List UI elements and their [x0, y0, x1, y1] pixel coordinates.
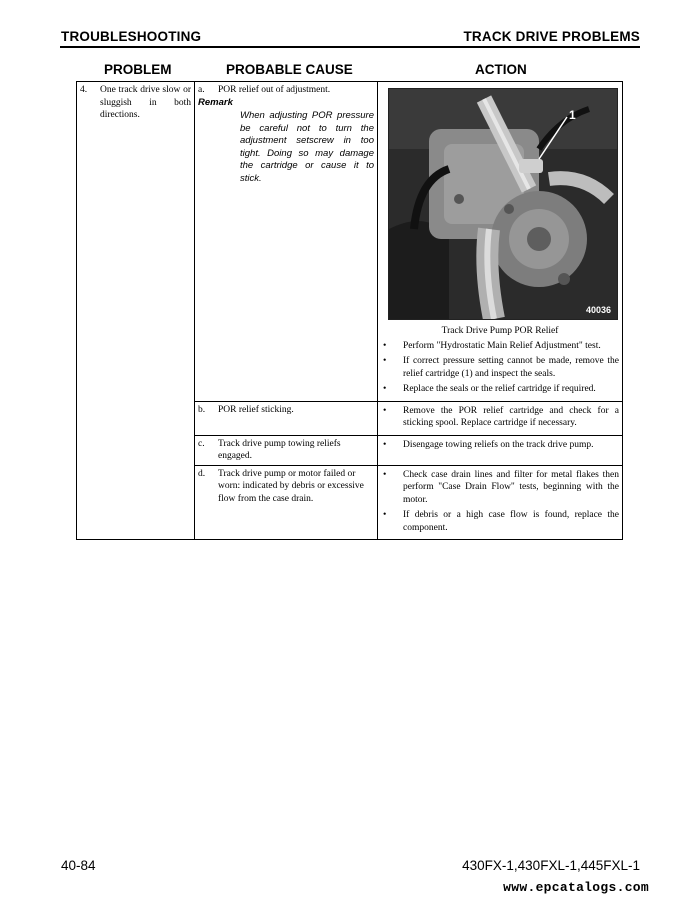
cause-letter: c. — [198, 438, 205, 449]
action-cell-b — [378, 401, 623, 435]
figure-caption: Track Drive Pump POR Relief — [441, 326, 559, 336]
page-number: 40-84 — [61, 858, 96, 873]
cause-cell-d — [195, 465, 378, 540]
cause-letter: a. — [198, 85, 205, 95]
watermark-url: www.epcatalogs.com — [503, 880, 649, 895]
list-item: • Disengage towing reliefs on the track drive pump. — [383, 439, 594, 450]
list-item: • Remove the POR relief cartridge and check for a sticking spool. Replace cartridge if necessary. — [383, 405, 619, 428]
action-list-d — [381, 469, 619, 535]
callout-label: 1 — [569, 108, 576, 122]
problem-cell — [77, 82, 195, 540]
header-rule — [60, 46, 640, 48]
list-item: • Check case drain lines and filter for metal flakes then perform "Case Drain Flow" tests, beginning with the motor. — [383, 469, 619, 505]
list-item: • If correct pressure setting cannot be made, remove the relief cartridge (1) and inspect the seals. — [383, 356, 619, 379]
action-list-b — [381, 405, 619, 430]
pump-photo — [388, 88, 618, 320]
list-item: • If debris or a high case flow is found, replace the component. — [383, 510, 619, 533]
list-item: • Replace the seals or the relief cartridge if required. — [383, 384, 596, 394]
list-item: • Perform "Hydrostatic Main Relief Adjustment" test. — [383, 340, 601, 351]
column-header-cause: PROBABLE CAUSE — [226, 62, 353, 77]
cause-text: POR relief sticking. — [218, 404, 294, 415]
cause-cell-c — [195, 435, 378, 465]
action-list-a — [381, 340, 619, 396]
cause-cell-b — [195, 401, 378, 435]
figure-number: 40036 — [585, 304, 611, 315]
cause-letter: d. — [198, 468, 206, 479]
remark-text: When adjusting POR pressure be careful not to turn the adjustment setscrew in too tight. Doing so may damage the cartridge or cause it to stick. — [240, 110, 374, 184]
page-topic-title: TRACK DRIVE PROBLEMS — [463, 29, 640, 44]
troubleshooting-table — [76, 81, 623, 540]
problem-number: 4. — [80, 85, 88, 95]
cause-text: Track drive pump or motor failed or worn: indicated by debris or excessive flow from the case drain. — [218, 468, 364, 504]
cause-letter: b. — [198, 404, 206, 415]
remark-label: Remark — [198, 96, 233, 108]
problem-text: One track drive slow or sluggish in both directions. — [100, 85, 191, 120]
column-header-problem: PROBLEM — [104, 62, 172, 77]
section-title: TROUBLESHOOTING — [61, 29, 202, 44]
action-list-c — [381, 439, 619, 452]
cause-text: Track drive pump towing reliefs engaged. — [218, 438, 341, 461]
action-cell-c — [378, 435, 623, 465]
model-list: 430FX-1,430FXL-1,445FXL-1 — [462, 858, 640, 873]
cause-cell-a — [195, 82, 378, 402]
table-row — [77, 82, 623, 402]
action-cell-d — [378, 465, 623, 540]
pump-photo-illustration — [389, 89, 617, 319]
action-cell-a — [378, 82, 623, 402]
cause-text: POR relief out of adjustment. — [218, 85, 331, 95]
column-header-action: ACTION — [475, 62, 527, 77]
